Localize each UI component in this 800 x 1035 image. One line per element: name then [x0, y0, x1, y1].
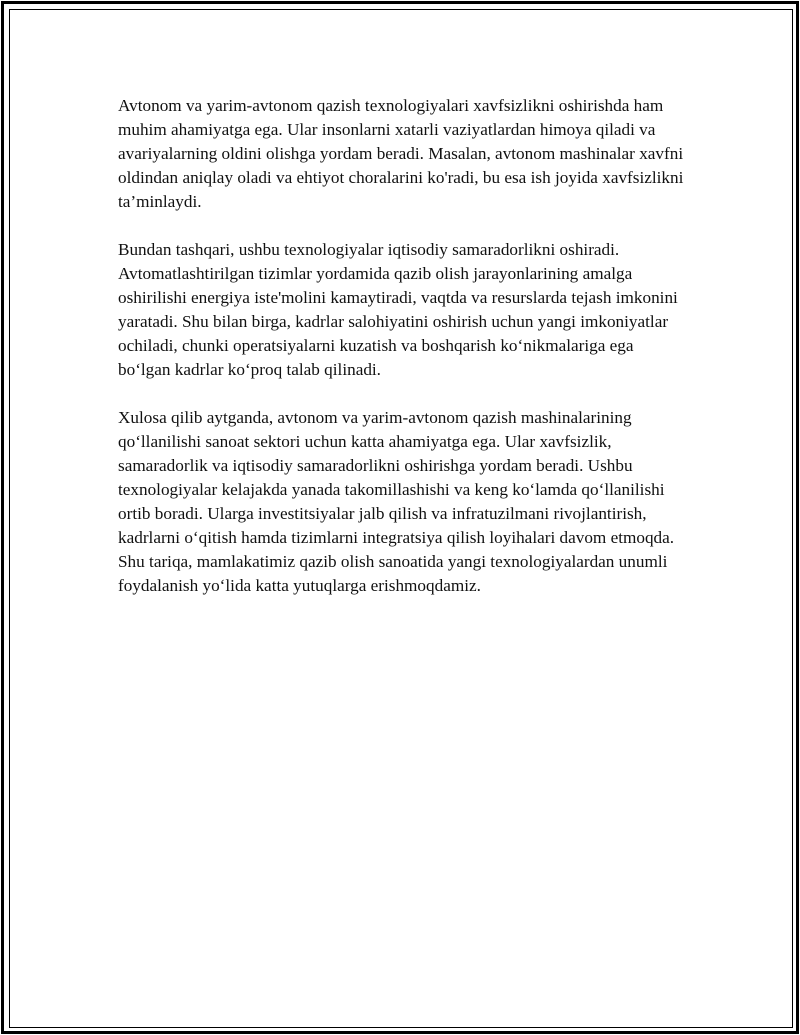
paragraph-economy: Bundan tashqari, ushbu texnologiyalar iqtisodiy samaradorlikni oshiradi. Avtomatlashtirilgan tizimlar yordamida qazib olish jarayonlarining amalga oshirilishi energiya iste'molini kamaytiradi, vaqtda va resurslarda tejash imkonini yaratadi. Shu bilan birga, kadrlar salohiyatini oshirish uchun yangi imkoniyatlar ochiladi, chunki operatsiyalarni kuzatish va boshqarish ko‘nikmalariga ega bo‘lgan kadrlar ko‘proq talab qilinadi. — [118, 240, 678, 379]
paragraph-safety: Avtonom va yarim-avtonom qazish texnologiyalari xavfsizlikni oshirishda ham muhim ahamiyatga ega. Ular insonlarni xatarli vaziyatlardan himoya qiladi va avariyalarning oldini olishga yordam beradi. Masalan, avtonom mashinalar xavfni oldindan aniqlay oladi va ehtiyot choralarini ko'radi, bu esa ish joyida xavfsizlikni ta’minlaydi. — [118, 96, 684, 211]
paragraph-conclusion: Xulosa qilib aytganda, avtonom va yarim-avtonom qazish mashinalarining qo‘llanilishi sanoat sektori uchun katta ahamiyatga ega. Ular xavfsizlik, samaradorlik va iqtisodiy samaradorlikni oshirishga yordam beradi. Ushbu texnologiyalar kelajakda yanada takomillashishi va keng ko‘lamda qo‘llanilishi ortib boradi. Ularga investitsiyalar jalb qilish va infratuzilmani rivojlantirish, kadrlarni o‘qitish hamda tizimlarni integratsiya qilish loyihalari davom etmoqda. Shu tariqa, mamlakatimiz qazib olish sanoatida yangi texnologiyalardan unumli foydalanish yo‘lida katta yutuqlarga erishmoqdamiz. — [118, 408, 675, 595]
document-body — [118, 94, 688, 622]
